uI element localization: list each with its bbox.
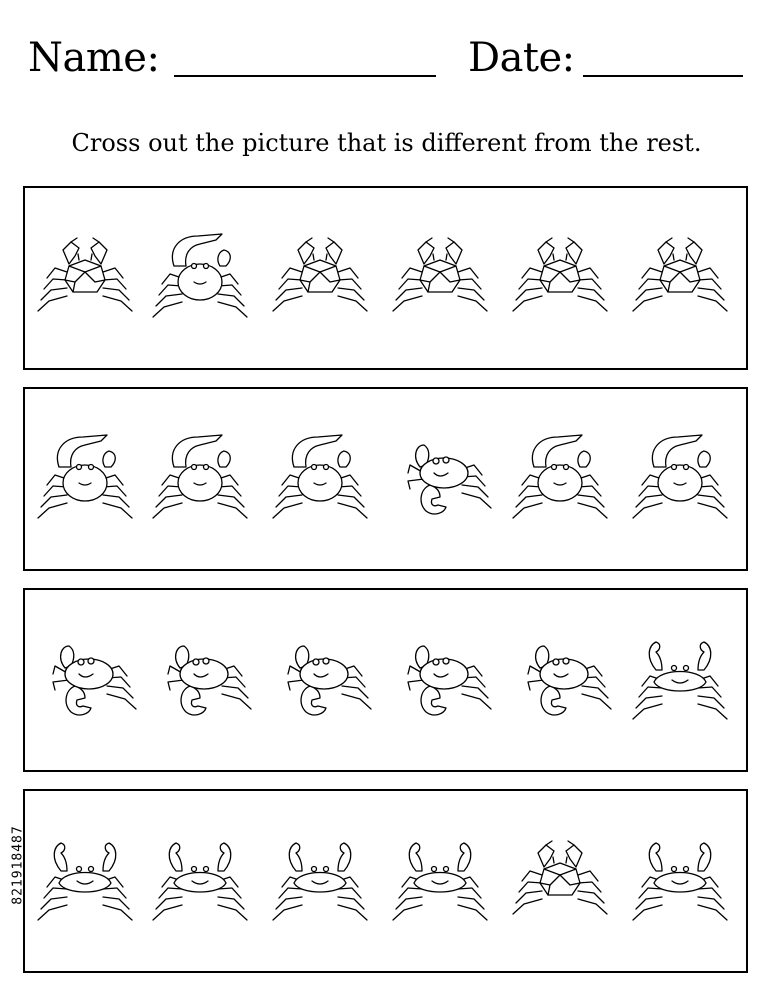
instruction-text: Cross out the picture that is different from the rest.: [71, 129, 702, 157]
puzzle-row-3: [23, 588, 748, 772]
row-3-crabs: [25, 590, 746, 770]
smiling-crab-icon[interactable]: [633, 843, 727, 920]
name-label: Name:: [28, 35, 160, 81]
stock-watermark: [6, 770, 30, 960]
geometric-crab-icon[interactable]: [38, 238, 132, 311]
row-4-crabs: [25, 791, 746, 971]
side-crab-icon[interactable]: [528, 646, 611, 715]
name-write-line[interactable]: [174, 75, 436, 77]
big-claw-crab-icon[interactable]: [633, 435, 727, 518]
date-write-line[interactable]: [583, 75, 743, 77]
watermark-id: 821918487: [10, 825, 26, 905]
smiling-crab-icon[interactable]: [393, 843, 487, 920]
worksheet-header: [28, 30, 748, 90]
side-crab-icon[interactable]: [288, 646, 371, 715]
geometric-crab-icon[interactable]: [273, 238, 367, 311]
smiling-crab-icon[interactable]: [633, 642, 727, 719]
geometric-crab-icon[interactable]: [393, 238, 487, 311]
big-claw-crab-icon[interactable]: [153, 234, 247, 317]
smiling-crab-icon[interactable]: [153, 843, 247, 920]
side-crab-icon[interactable]: [168, 646, 251, 715]
side-crab-icon[interactable]: [408, 646, 491, 715]
date-label: Date:: [468, 35, 575, 81]
smiling-crab-icon[interactable]: [273, 843, 367, 920]
geometric-crab-icon[interactable]: [633, 238, 727, 311]
big-claw-crab-icon[interactable]: [153, 435, 247, 518]
big-claw-crab-icon[interactable]: [38, 435, 132, 518]
big-claw-crab-icon[interactable]: [273, 435, 367, 518]
row-1-crabs: [25, 188, 746, 368]
smiling-crab-icon[interactable]: [38, 843, 132, 920]
puzzle-row-4: [23, 789, 748, 973]
side-crab-icon[interactable]: [53, 646, 136, 715]
geometric-crab-icon[interactable]: [513, 841, 607, 914]
big-claw-crab-icon[interactable]: [513, 435, 607, 518]
geometric-crab-icon[interactable]: [513, 238, 607, 311]
puzzle-row-1: [23, 186, 748, 370]
puzzle-row-2: [23, 387, 748, 571]
side-crab-icon[interactable]: [408, 445, 491, 514]
row-2-crabs: [25, 389, 746, 569]
